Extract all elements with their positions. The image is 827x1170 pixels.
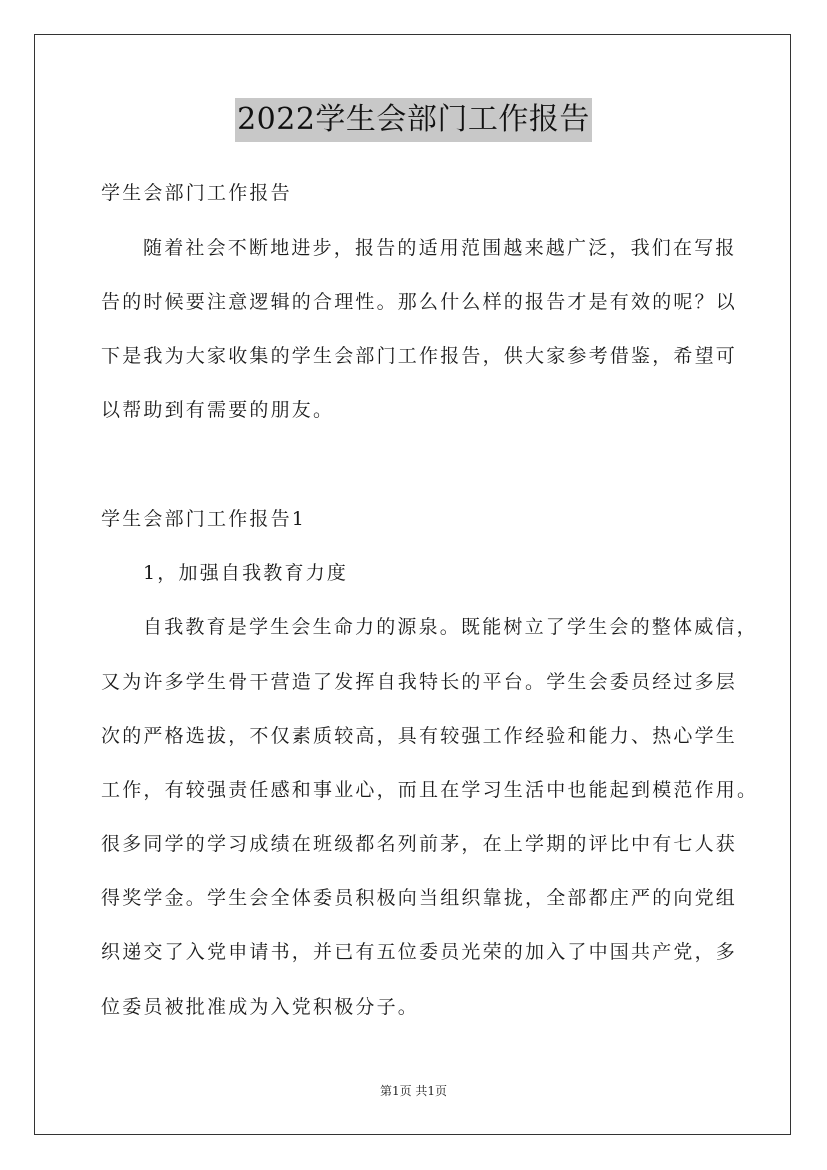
body-line: 工作，有较强责任感和事业心，而且在学习生活中也能起到模范作用。 — [101, 779, 759, 801]
title-container — [0, 98, 827, 142]
intro-line: 随着社会不断地进步，报告的适用范围越来越广泛，我们在写报 — [143, 237, 737, 259]
intro-line: 告的时候要注意逻辑的合理性。那么什么样的报告才是有效的呢？以 — [101, 291, 738, 313]
body-line: 又为许多学生骨干营造了发挥自我特长的平台。学生会委员经过多层 — [101, 671, 738, 693]
body-line: 织递交了入党申请书，并已有五位委员光荣的加入了中国共产党，多 — [101, 941, 738, 963]
page-footer: 第1页 共1页 — [379, 1084, 448, 1098]
intro-line: 下是我为大家收集的学生会部门工作报告，供大家参考借鉴，希望可 — [101, 345, 738, 367]
body-line: 得奖学金。学生会全体委员积极向当组织靠拢，全部都庄严的向党组 — [101, 887, 738, 909]
body-line: 次的严格选拔，不仅素质较高，具有较强工作经验和能力、热心学生 — [101, 725, 738, 747]
body-line: 位委员被批准成为入党积极分子。 — [101, 996, 420, 1018]
section-heading: 学生会部门工作报告1 — [101, 508, 307, 530]
body-line: 自我教育是学生会生命力的源泉。既能树立了学生会的整体威信， — [143, 616, 758, 638]
document-title: 2022学生会部门工作报告 — [235, 98, 592, 142]
item-heading: 1，加强自我教育力度 — [143, 562, 349, 584]
intro-line: 以帮助到有需要的朋友。 — [101, 399, 335, 421]
body-line: 很多同学的学习成绩在班级都名列前茅，在上学期的评比中有七人获 — [101, 833, 738, 855]
document-subtitle: 学生会部门工作报告 — [101, 182, 292, 204]
